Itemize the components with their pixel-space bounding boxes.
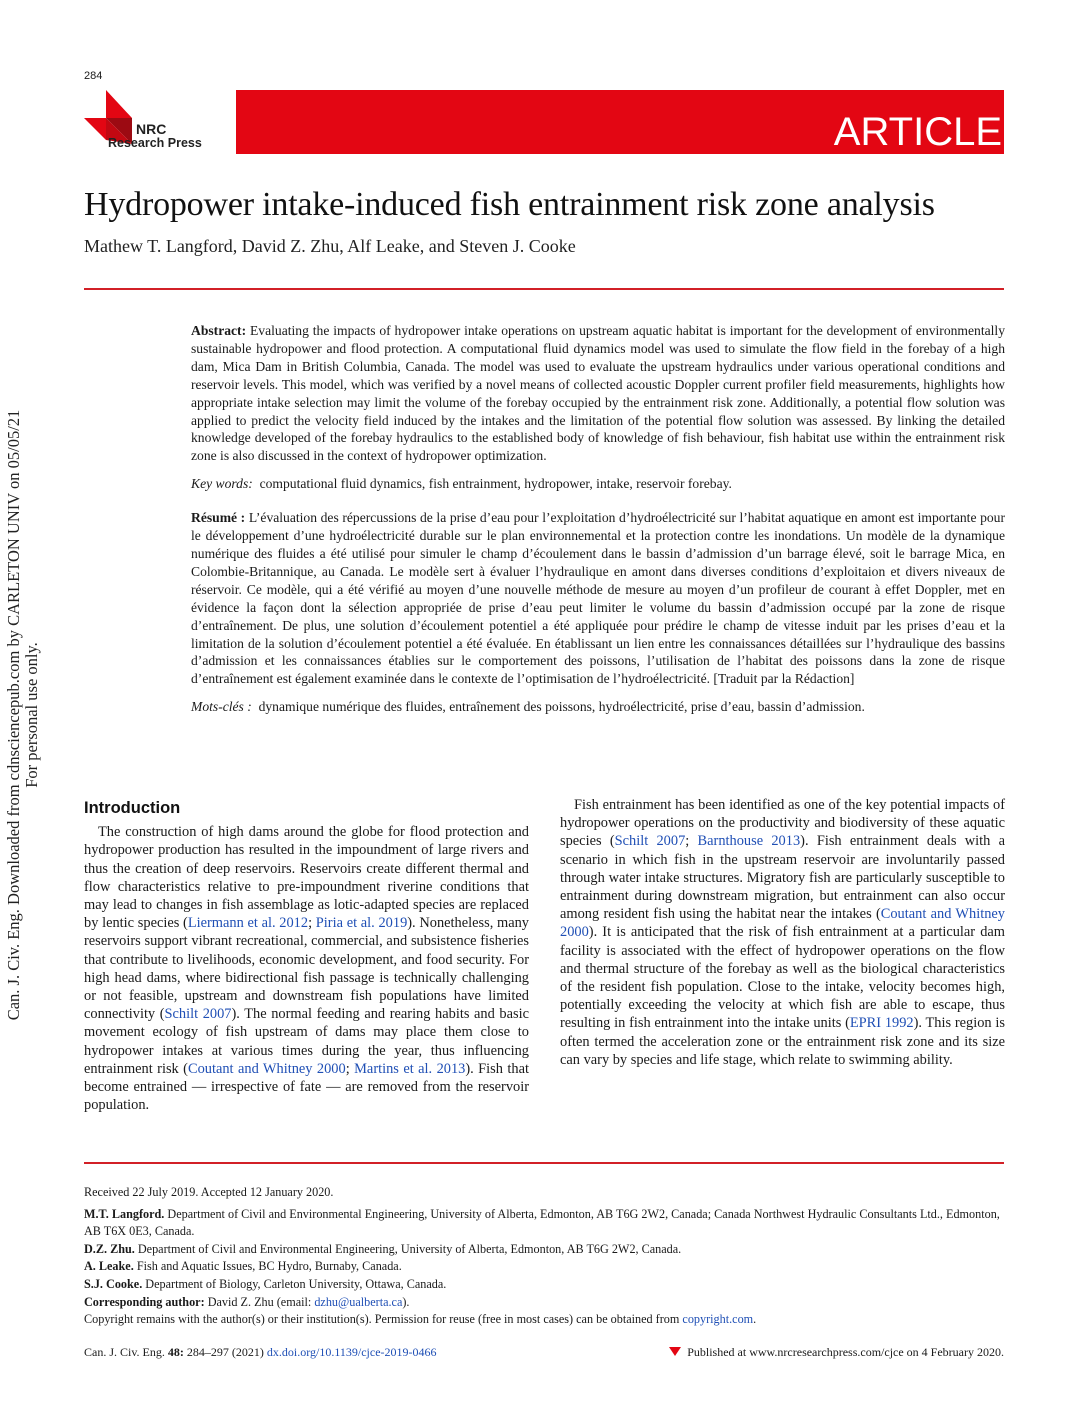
download-watermark	[5, 370, 41, 1060]
citation-link[interactable]: Coutant and Whitney 2000	[187, 1060, 346, 1077]
journal-name: Can. J. Civ. Eng.	[84, 1345, 165, 1359]
author-name: D.Z. Zhu.	[84, 1241, 135, 1256]
affiliation-zhu	[84, 1241, 1004, 1259]
text-run: ). Fish that become entrained — irrespective of fate — are removed from the reservoir population.	[84, 1060, 529, 1114]
right-column	[560, 796, 1005, 1069]
published-note	[669, 1345, 1004, 1360]
citation-link[interactable]: Schilt 2007	[164, 1006, 232, 1023]
mots-cles-label: Mots-clés :	[191, 699, 252, 715]
affiliation-langford	[84, 1206, 1004, 1241]
footnote-divider	[84, 1162, 1004, 1164]
abstract-text: Evaluating the impacts of hydropower intake operations on upstream aquatic habitat is important for the development of environmentally sustainable hydropower and flood protection. A computational fluid dynamics model was used to simulate the flow field in the forebay of a high dam, Mica Dam in British Columbia, Canada. The model was used to evaluate the upstream hydraulics under various operational conditions and reservoir levels. This model, which was verified by a novel means of collected acoustic Doppler current profiler field measurements, highlights how appropriate intake selection may limit the volume of the forebay occupied by the entrainment risk zone. Additionally, a potential flow solution was applied to predict the velocity field induced by the intakes and the limitation of the potential flow solution was assessed. By linking the detailed knowledge developed of the forebay hydraulics to the established body of knowledge of fish behaviour, fish habitat use within the entrainment risk zone is also discussed in the context of hydropower optimization.	[191, 323, 1005, 464]
abstract-label: Abstract:	[191, 323, 247, 338]
text-run: ). This region is often termed the acceleration zone or the entrainment risk zone and its size can vary by species and life stage, which relate to swimming ability.	[560, 1015, 1005, 1068]
text-run: ). The normal feeding and rearing habits and basic movement ecology of fish upstream of dams may place them close to hydropower intakes at various times during the year, thus influencing entrainment risk (	[84, 1006, 529, 1077]
watermark-line-2: For personal use only.	[22, 642, 41, 788]
citation-link[interactable]: Barnthouse 2013	[697, 833, 801, 850]
keywords-label: Key words:	[191, 476, 253, 492]
paper-authors: Mathew T. Langford, David Z. Zhu, Alf Leake, and Steven J. Cooke	[84, 236, 576, 256]
text-run: Fish entrainment has been identified as one of the key potential impacts of hydropower operations on the productivity and biodiversity of these aquatic species (	[560, 797, 1005, 850]
citation-link[interactable]: Coutant and Whitney 2000	[560, 906, 1005, 941]
affiliation-text: Department of Civil and Environmental Engineering, University of Alberta, Edmonton, AB T6G 2W2, Canada; Canada Northwest Hydraulic Consultants Ltd., Edmonton, AB T6X 0E3, Canada.	[84, 1206, 1000, 1239]
logo-line-1: NRC	[136, 121, 167, 137]
text-run: ). Nonetheless, many reservoirs support vibrant recreational, commercial, and subsistence fisheries that contribute to livelihoods, economic development, and food security. For high head dams, where bidirectional fish passage is technically challenging or not feasible, upstream and downstream fish populations have limited connectivity (	[84, 915, 529, 1023]
footnotes-section	[84, 1184, 1004, 1329]
resume-text: L’évaluation des répercussions de la prise d’eau pour l’exploitation d’hydroélectricité sur l’habitat aquatique en amont est importante pour le développement d’une hydroélectricité durable sur le plan environnemental et la protection contre les inondations. Un modèle de la dynamique numérique des fluides a été utilisé pour simuler le champ d’écoulement dans le bassin d’admission d’un barrage élevé, soit le barrage Mica, en Colombie-Britannique, au Canada. Le modèle sert à évaluer l’hydraulique en amont dans diverses conditions d’exploitaion et divers niveaux de réservoir. Ce modèle, qui a été vérifié au moyen d’une nouvelle méthode de mesure au moyen d’un profileur de courant à effet Doppler, met en évidence la façon dont la sélection appropriée de prise d’eau peut limiter le volume du bassin d’admission occupé par la zone de risque d’entraînement. De plus, une solution d’écoulement potentiel a été appliquée pour prédire le champ de vitesse induit par les prises d’eau et la limitation de la solution d’écoulement potentiel a été évaluée. En établissant un lien entre les connaissances détaillées sur l’hydraulique des bassins d’admission et les connaissances établies sur le comportement des poissons, l’utilisation de l’habitat des poissons dans la zone de risque d’entraînement est également examinée dans le contexte de l’optimisation de l’hydroélectricité. [Traduit par la Rédaction]	[191, 510, 1006, 687]
citation-link[interactable]: EPRI 1992	[849, 1015, 914, 1032]
citation-link[interactable]: Schilt 2007	[614, 833, 686, 850]
introduction-paragraph-1	[84, 823, 529, 1114]
text-run: ;	[685, 833, 698, 850]
text-run: ). Fish entrainment deals with a scenario in which fish in the upstream reservoir are involuntarily passed through water intake structures. Migratory fish are particularly susceptible to entrainment during downstream migration, but entrainment can also occur among resident fish using the habitat near the intakes (	[560, 833, 1005, 923]
header-divider	[84, 288, 1004, 290]
author-name: A. Leake.	[84, 1259, 134, 1274]
resume-paragraph	[191, 509, 1005, 688]
journal-pages: 284–297 (2021)	[183, 1345, 267, 1359]
article-label: ARTICLE	[833, 110, 1002, 154]
text-run: The construction of high dams around the globe for flood protection and hydropower production has resulted in the impoundment of large rivers and thus the creation of deep reservoirs. Reservoirs create different thermal and flow characteristics relative to pre-impoundment riverine conditions that may lead to changes in fish assemblage as lotic-adapted species are replaced by lentic species (	[84, 824, 529, 932]
text-run: ).	[402, 1294, 410, 1309]
copyright-notice	[84, 1311, 1004, 1329]
introduction-heading: Introduction	[84, 799, 181, 817]
corresponding-author	[84, 1294, 1004, 1312]
text-run: .	[753, 1312, 757, 1327]
abstract-paragraph	[191, 322, 1005, 465]
keywords-paragraph	[191, 475, 1005, 493]
journal-citation	[84, 1345, 437, 1360]
copyright-text: Copyright remains with the author(s) or their institution(s). Permission for reuse (free in most cases) can be obtained from	[84, 1312, 683, 1327]
doi-link[interactable]: dx.doi.org/10.1139/cjce-2019-0466	[266, 1345, 437, 1359]
citation-link[interactable]: Liermann et al. 2012	[187, 915, 309, 932]
affiliation-text: Department of Biology, Carleton University, Ottawa, Canada.	[142, 1276, 447, 1291]
left-column	[84, 796, 529, 1114]
corresponding-label: Corresponding author:	[84, 1294, 205, 1309]
nrc-logo-text	[108, 121, 202, 150]
nrc-logo	[84, 88, 214, 160]
red-triangle-icon	[669, 1347, 681, 1356]
author-name: S.J. Cooke.	[84, 1276, 143, 1291]
page-number: 284	[84, 70, 103, 82]
affiliation-leake	[84, 1258, 1004, 1276]
mots-cles-text: dynamique numérique des fluides, entraînement des poissons, hydroélectricité, prise d’eau, bassin d’admission.	[258, 699, 865, 715]
published-text: Published at www.nrcresearchpress.com/cjce on 4 February 2020.	[687, 1345, 1004, 1359]
paper-title: Hydropower intake-induced fish entrainment risk zone analysis	[84, 186, 935, 223]
introduction-paragraph-2	[560, 796, 1005, 1069]
watermark-line-1: Can. J. Civ. Eng. Downloaded from cdnsciencepub.com by CARLETON UNIV on 05/05/21	[4, 409, 23, 1021]
keywords-text: computational fluid dynamics, fish entrainment, hydropower, intake, reservoir forebay.	[259, 476, 732, 492]
text-run: ;	[308, 915, 316, 932]
mots-cles-paragraph	[191, 698, 1005, 716]
resume-label: Résumé :	[191, 510, 246, 526]
affiliation-text: Fish and Aquatic Issues, BC Hydro, Burnaby, Canada.	[133, 1259, 402, 1274]
citation-link[interactable]: Piria et al. 2019	[315, 915, 408, 932]
affiliation-text: Department of Civil and Environmental Engineering, University of Alberta, Edmonton, AB T6G 2W2, Canada.	[134, 1241, 682, 1256]
journal-volume: 48:	[167, 1345, 184, 1359]
logo-line-2: Research Press	[108, 136, 202, 150]
affiliation-cooke	[84, 1276, 1004, 1294]
abstract-section	[191, 322, 1005, 716]
received-dates: Received 22 July 2019. Accepted 12 January 2020.	[84, 1185, 334, 1199]
text-run: ). It is anticipated that the risk of fish entrainment at a particular dam facility is associated with the effect of hydropower operations on the flow and thermal structure of the forebay as well as the biological characteristics of the resident fish population. Close to the intake, velocity becomes high, potentially exceeding the velocity at which fish are able to escape, thus resulting in fish entrainment into the intake units (	[560, 924, 1005, 1032]
email-link[interactable]: dzhu@ualberta.ca	[314, 1294, 403, 1309]
copyright-link[interactable]: copyright.com	[682, 1312, 754, 1327]
citation-link[interactable]: Martins et al. 2013	[354, 1060, 466, 1077]
text-run: ;	[345, 1060, 355, 1077]
author-name: M.T. Langford.	[84, 1206, 165, 1221]
article-banner	[236, 90, 1004, 154]
corresponding-text: David Z. Zhu (email:	[204, 1294, 315, 1309]
